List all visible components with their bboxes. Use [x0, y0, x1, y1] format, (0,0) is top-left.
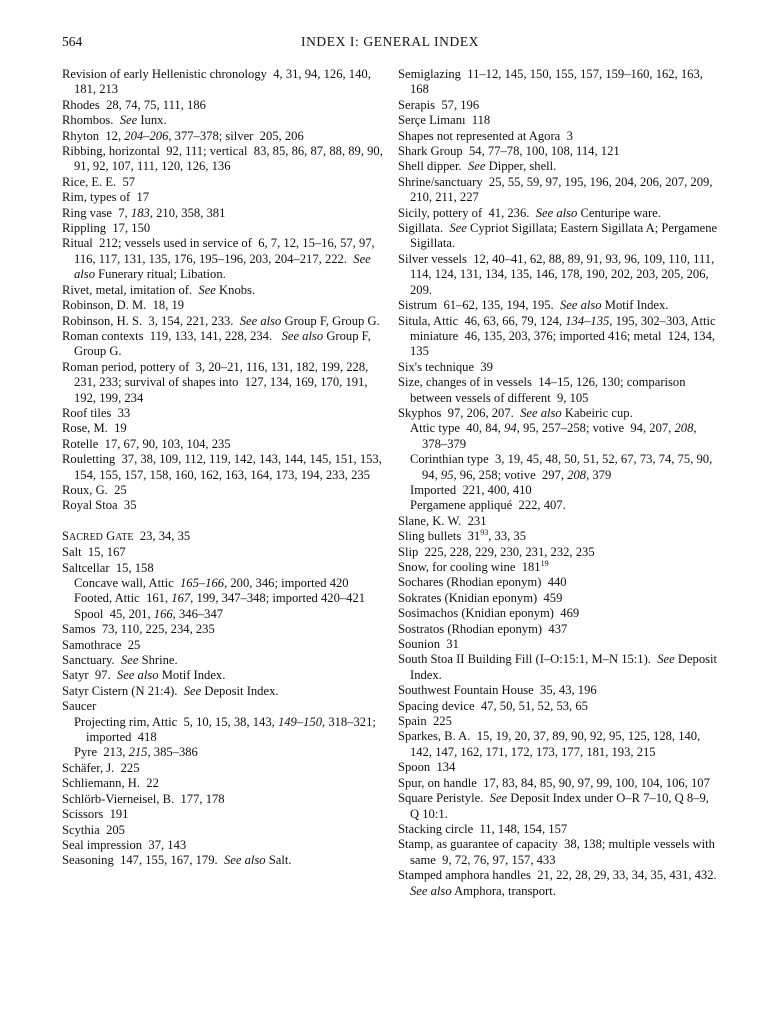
- index-entry: Schäfer, J. 225: [62, 760, 140, 775]
- index-entry: Serçe Limanı 118: [398, 113, 491, 128]
- index-entry: Scissors 191: [62, 807, 129, 822]
- index-entry: Revision of early Hellenistic chronology 4, 31, 94, 126, 140, 181, 213: [62, 67, 371, 97]
- index-entry: Satyr 97. See also Motif Index.: [62, 668, 226, 683]
- index-entry: Ribbing, horizontal 92, 111; vertical 83, 85, 86, 87, 88, 89, 90, 91, 92, 107, 111, 120, 126, 136: [62, 144, 383, 174]
- index-column-left: [62, 67, 388, 869]
- index-entry: Schliemann, H. 22: [62, 776, 159, 791]
- section-gap: [62, 514, 388, 529]
- index-entry: Snow, for cooling wine $181^{19}$: [398, 558, 549, 574]
- index-subentry: Projecting rim, Attic 5, 10, 15, 38, 143, 149–150, 318–321; imported 418: [74, 714, 376, 745]
- index-entry: Spoon 134: [398, 760, 456, 775]
- index-entry: Rose, M. 19: [62, 421, 127, 436]
- index-entry: Salt 15, 167: [62, 545, 126, 560]
- index-entry: Roux, G. 25: [62, 482, 127, 497]
- index-entry: Rice, E. E. 57: [62, 174, 136, 189]
- index-entry: Robinson, H. S. 3, 154, 221, 233. See also Group F, Group G.: [62, 313, 380, 328]
- index-entry: Schlörb-Vierneisel, B. 177, 178: [62, 791, 225, 806]
- index-entry: Sicily, pottery of 41, 236. See also Centuripe ware.: [398, 205, 661, 220]
- index-entry: Rim, types of 17: [62, 190, 150, 205]
- index-entry: Rivet, metal, imitation of. See Knobs.: [62, 282, 256, 297]
- index-subentry: Spool 45, 201, 166, 346–347: [74, 606, 224, 621]
- index-entry: Serapis 57, 196: [398, 97, 480, 112]
- index-entry: Samothrace 25: [62, 637, 141, 652]
- index-entry: Size, changes of in vessels 14–15, 126, 130; comparison between vessels of different 9, 105: [398, 375, 686, 405]
- index-entry: Sochares (Rhodian eponym) 440: [398, 575, 567, 590]
- index-entry: Roman period, pottery of 3, 20–21, 116, 131, 182, 199, 228, 231, 233; survival of shapes into 127, 134, 169, 170, 191, 192, 199, 234: [62, 359, 369, 405]
- index-entry: Spain 225: [398, 714, 452, 729]
- index-entry: Rippling 17, 150: [62, 221, 151, 236]
- index-entry: Square Peristyle. See Deposit Index under O–R 7–10, Q 8–9, Q 10:1.: [398, 791, 709, 821]
- index-entry: Spacing device 47, 50, 51, 52, 53, 65: [398, 698, 588, 713]
- index-entry: Saucer: [62, 699, 97, 714]
- index-entry: Southwest Fountain House 35, 43, 196: [398, 683, 597, 698]
- index-entry: Roman contexts 119, 133, 141, 228, 234. See also Group F, Group G.: [62, 328, 371, 359]
- index-entry: Silver vessels 12, 40–41, 62, 88, 89, 91, 93, 96, 109, 110, 111, 114, 124, 131, 134, 135, 146, 178, 190, 202, 203, 205, 206, 209.: [398, 251, 715, 297]
- index-entry: Sistrum 61–62, 135, 194, 195. See also Motif Index.: [398, 298, 669, 313]
- page-header: [62, 34, 718, 52]
- index-entry: Stacking circle 11, 148, 154, 157: [398, 821, 568, 836]
- index-entry: Shapes not represented at Agora 3: [398, 128, 573, 143]
- index-entry: Semiglazing 11–12, 145, 150, 155, 157, 159–160, 162, 163, 168: [398, 67, 703, 97]
- index-entry: Scythia 205: [62, 822, 125, 837]
- index-subentry: Footed, Attic 161, 167, 199, 347–348; imported 420–421: [74, 591, 366, 606]
- index-entry: Rhombos. See Iunx.: [62, 113, 167, 128]
- index-entry: Seasoning 147, 155, 167, 179. See also Salt.: [62, 853, 292, 868]
- index-entry: Shell dipper. See Dipper, shell.: [398, 159, 557, 174]
- index-entry: Rouletting 37, 38, 109, 112, 119, 142, 143, 144, 145, 151, 153, 154, 155, 157, 158, 160, 162, 163, 164, 173, 194, 233, 235: [62, 452, 382, 482]
- index-entry: Stamped amphora handles 21, 22, 28, 29, 33, 34, 35, 431, 432. See also Amphora, transport.: [398, 868, 720, 898]
- index-entry: Rhyton 12, 204–206, 377–378; silver 205, 206: [62, 128, 304, 143]
- index-entry: Skyphos 97, 206, 207. See also Kabeiric cup.: [398, 405, 633, 420]
- index-subentry: Imported 221, 400, 410: [410, 482, 532, 497]
- index-entry: Sling bullets $31^{93}$, 33, 35: [398, 528, 526, 544]
- index-entry: Royal Stoa 35: [62, 498, 137, 513]
- index-entry: Slip 225, 228, 229, 230, 231, 232, 235: [398, 544, 595, 559]
- index-entry: Six's technique 39: [398, 359, 493, 374]
- index-entry: Sounion 31: [398, 637, 459, 652]
- index-subentry: Pergamene appliqué 222, 407.: [410, 498, 566, 513]
- index-entry: Sokrates (Knidian eponym) 459: [398, 590, 563, 605]
- page-number: 564: [62, 34, 83, 49]
- index-entry: Spur, on handle 17, 83, 84, 85, 90, 97, 99, 100, 104, 106, 107: [398, 775, 710, 790]
- index-entry: Ring vase 7, 183, 210, 358, 381: [62, 205, 226, 220]
- index-subentry: Concave wall, Attic 165–166, 200, 346; imported 420: [74, 576, 349, 590]
- index-subentry: Corinthian type 3, 19, 45, 48, 50, 51, 52, 67, 73, 74, 75, 90, 94, 95, 96, 258; votive 297, 208, 379: [410, 452, 713, 482]
- index-entry: Robinson, D. M. 18, 19: [62, 298, 185, 313]
- index-entry: Sanctuary. See Shrine.: [62, 653, 178, 668]
- index-entry: Samos 73, 110, 225, 234, 235: [62, 622, 215, 637]
- index-entry: Sigillata. See Cypriot Sigillata; Eastern Sigillata A; Pergamene Sigillata.: [398, 221, 718, 251]
- index-entry: Slane, K. W. 231: [398, 513, 487, 528]
- index-entry: Rhodes 28, 74, 75, 111, 186: [62, 97, 206, 112]
- index-entry: Situla, Attic 46, 63, 66, 79, 124, 134–135, 195, 302–303, Attic miniature 46, 135, 203, 376; imported 416; metal 124, 134, 135: [398, 313, 716, 359]
- index-entry: South Stoa II Building Fill (I–O:15:1, M–N 15:1). See Deposit Index.: [398, 652, 718, 682]
- index-entry: Sostratos (Rhodian eponym) 437: [398, 621, 568, 636]
- index-entry: Seal impression 37, 143: [62, 837, 187, 852]
- index-entry: Ritual 212; vessels used in service of 6, 7, 12, 15–16, 57, 97, 116, 117, 131, 135, 176, 195–196, 203, 204–217, 222. See also Funerary ritual; Libation.: [62, 236, 375, 282]
- index-entry: Stamp, as guarantee of capacity 38, 138; multiple vessels with same 9, 72, 76, 97, 157, 433: [398, 837, 715, 867]
- index-entry: Sparkes, B. A. 15, 19, 20, 37, 89, 90, 92, 95, 125, 128, 140, 142, 147, 162, 171, 172, 173, 177, 181, 193, 215: [398, 729, 701, 759]
- running-title: INDEX I: GENERAL INDEX: [300, 34, 480, 49]
- index-column-right: [398, 67, 720, 899]
- index-entry: Roof tiles 33: [62, 405, 131, 420]
- index-subentry: Attic type 40, 84, 94, 95, 257–258; votive 94, 207, 208, 378–379: [410, 421, 697, 451]
- index-entry: Shark Group 54, 77–78, 100, 108, 114, 121: [398, 144, 620, 159]
- index-entry: Rotelle 17, 67, 90, 103, 104, 235: [62, 436, 231, 451]
- index-entry: Shrine/sanctuary 25, 55, 59, 97, 195, 196, 204, 206, 207, 209, 210, 211, 227: [398, 174, 713, 205]
- index-entry: Saltcellar 15, 158: [62, 560, 154, 575]
- index-entry: SACRED GATE 23, 34, 35: [62, 528, 191, 543]
- index-entry: Sosimachos (Knidian eponym) 469: [398, 606, 580, 621]
- index-entry: Satyr Cistern (N 21:4). See Deposit Index.: [62, 683, 279, 698]
- index-subentry: Pyre 213, 215, 385–386: [74, 745, 198, 760]
